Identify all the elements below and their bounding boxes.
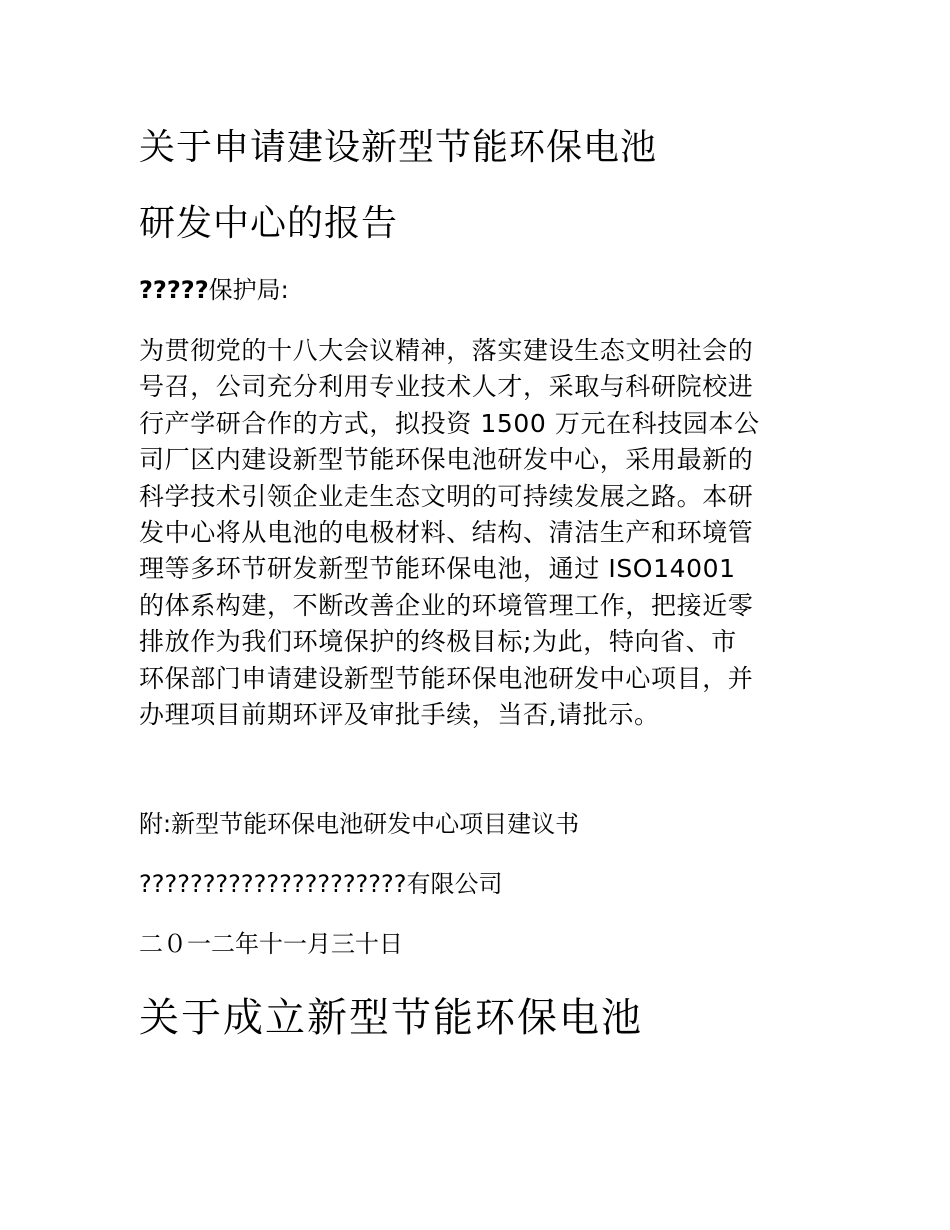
salutation-recipient-placeholder: ?????: [139, 276, 209, 304]
body-line: 办理项目前期环评及审批手续，当否,请批示。: [139, 700, 660, 730]
body-line: 排放作为我们环境保护的终极目标;为此，特向省、市: [139, 627, 737, 657]
body-line: 号召，公司充分利用专业技术人才，采取与科研院校进: [139, 372, 754, 402]
document-date: 二０一二年十一月三十日: [139, 930, 403, 958]
body-line: 司厂区内建设新型节能环保电池研发中心，采用最新的: [139, 445, 754, 475]
next-section-title: 关于成立新型节能环保电池: [139, 995, 643, 1041]
body-line: 为贯彻党的十八大会议精神，落实建设生态文明社会的: [139, 336, 754, 365]
body-line: 环保部门申请建设新型节能环保电池研发中心项目，并: [139, 663, 754, 693]
attachment-note: 附:新型节能环保电池研发中心项目建议书: [139, 810, 580, 838]
salutation: [139, 273, 289, 307]
salutation-recipient: 保护局:: [208, 276, 289, 304]
body-paragraph: [139, 333, 819, 733]
body-line: 的体系构建，不断改善企业的环境管理工作，把接近零: [139, 590, 754, 620]
body-line: 理等多环节研发新型节能环保电池，通过 ISO14001: [139, 554, 736, 584]
body-line: 发中心将从电池的电极材料、结构、清洁生产和环境管: [139, 518, 754, 548]
body-line: 科学技术引领企业走生态文明的可持续发展之路。本研: [139, 481, 754, 511]
report-title-line-1: 关于申请建设新型节能环保电池: [139, 127, 658, 168]
report-title-line-2: 研发中心的报告: [139, 203, 399, 244]
company-signature: ?????????????????????有限公司: [139, 870, 503, 898]
body-line: 行产学研合作的方式，拟投资 1500 万元在科技园本公: [139, 408, 760, 438]
